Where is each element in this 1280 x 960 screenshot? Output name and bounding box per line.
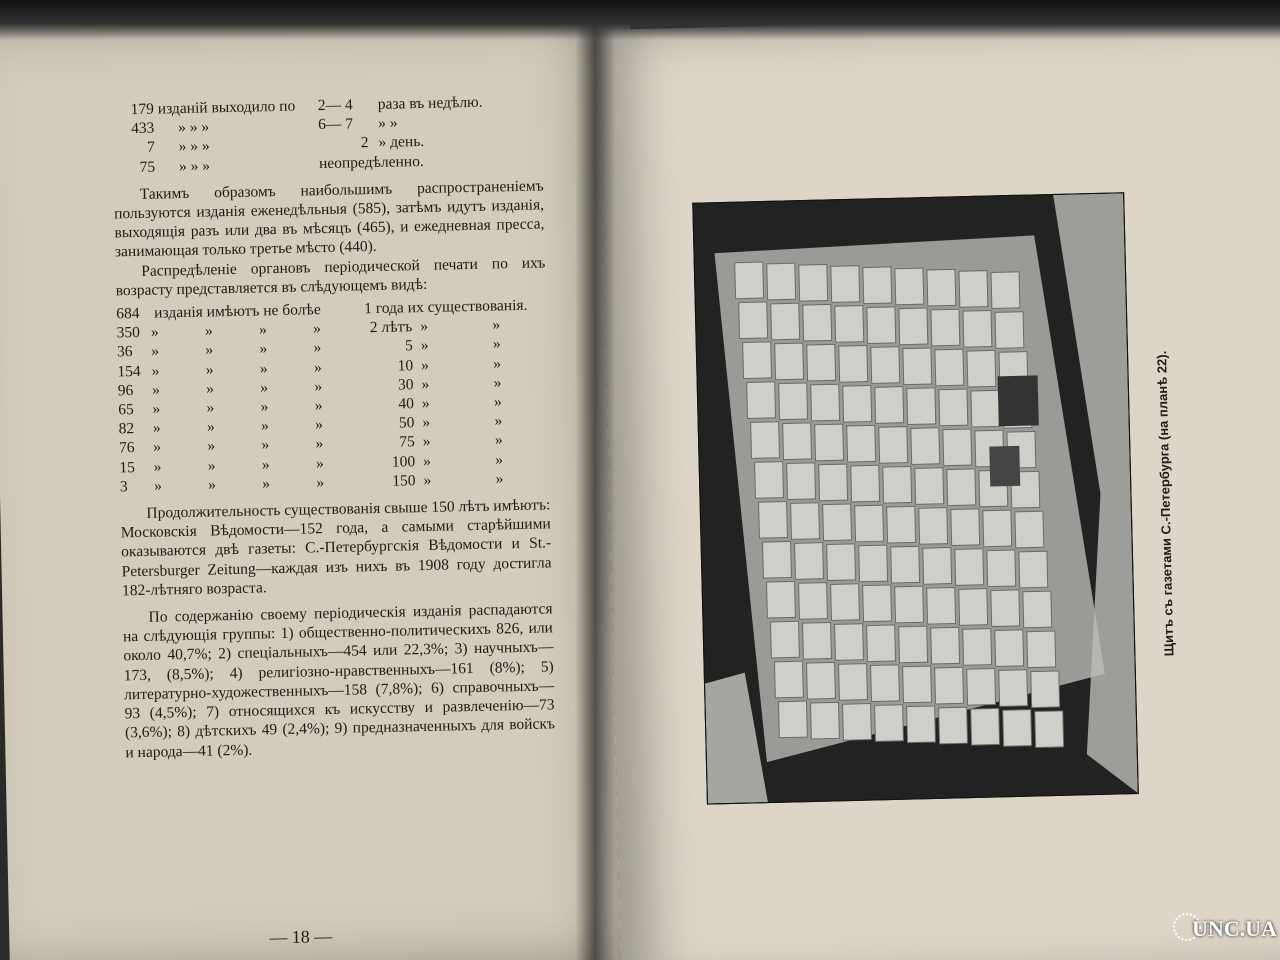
ditto-mark: » [152, 419, 161, 437]
newspaper-sheet [735, 262, 764, 299]
ditto-mark: » [494, 412, 503, 430]
ditto-mark: » [206, 380, 215, 398]
newspaper-sheet [903, 348, 932, 385]
newspaper-sheet [987, 550, 1016, 587]
newspaper-sheet [915, 468, 944, 505]
age-value: 5 [404, 337, 413, 355]
ditto-mark: » [151, 362, 160, 380]
newspaper-sheet [867, 307, 896, 344]
newspaper-sheet [811, 702, 840, 739]
newspaper-sheet [983, 510, 1012, 547]
newspaper-sheet [939, 707, 968, 744]
newspaper-sheet [787, 463, 816, 500]
newspaper-sheet [1015, 511, 1044, 548]
newspaper-sheet [871, 665, 900, 702]
ditto-mark: » [150, 323, 159, 341]
gutter-shadow [575, 0, 615, 960]
newspaper-sheet [919, 508, 948, 545]
newspaper-sheet [923, 548, 952, 585]
newspaper-sheet [835, 624, 864, 661]
frequency-table [112, 91, 544, 177]
ditto-mark: » [495, 470, 504, 488]
paragraph: По содержанію своему періодическія изданія распадаются на слѣдующія группы: 1) общественно-политическихъ 826, или около 40,7%; 2) спеціальныхъ—454 или 22,3%; 3) научныхъ—173, (8,5%); 4) религіозно-нравственныхъ—161 (8%); 5) литературно-художественныхъ—158 (7,8%); 6) справочныхъ—93 (4,5%); 7) относящихся къ искусству и развлеченію—73 (3,6%); 8) дѣтскихъ 49 (2,4%); 9) предназначенныхъ для войскъ и народа—41 (2%). [122, 600, 556, 761]
age-count: 350 [116, 324, 141, 342]
ditto-mark: » [315, 454, 324, 472]
freq-row: 7 » » » 2 » день. [146, 133, 425, 157]
ditto-mark: » [420, 356, 430, 374]
newspaper-sheet [891, 546, 920, 583]
ditto-mark: » [313, 358, 322, 376]
newspaper-sheet [991, 590, 1020, 627]
newspaper-sheet [763, 541, 792, 578]
ditto-mark: » [152, 400, 161, 418]
ditto-mark: » [153, 438, 162, 457]
newspaper-sheet [751, 422, 780, 459]
ditto-mark: » [153, 458, 162, 476]
ditto-mark: » [261, 436, 270, 454]
newspaper-sheet [863, 267, 892, 304]
ditto-mark: » [151, 342, 160, 361]
newspaper-sheet [783, 423, 812, 460]
newspaper-sheet [959, 589, 988, 626]
newspaper-sheet [1023, 591, 1052, 628]
newspaper-sheet [931, 309, 960, 346]
newspaper-sheet [995, 312, 1024, 349]
newspaper-sheet [835, 306, 864, 343]
newspaper-sheet [1031, 671, 1060, 708]
ditto-mark: » [260, 379, 269, 397]
newspaper-sheet [827, 544, 856, 581]
age-value: 30 [397, 376, 414, 394]
age-header-row: 684 изданія имѣютъ не болѣе 1 года их существованія. [116, 296, 528, 323]
newspaper-sheet [939, 389, 968, 426]
ditto-mark: » [260, 417, 270, 435]
ditto-mark: » [421, 394, 430, 413]
page-number: — 18 — [269, 926, 333, 948]
newspaper-sheet [847, 425, 876, 462]
newspaper-sheet [1003, 710, 1032, 747]
age-rows [116, 315, 550, 497]
newspaper-sheet [875, 705, 904, 742]
ditto-mark: » [261, 455, 270, 474]
newspaper-sheet [774, 661, 803, 698]
newspaper-sheet [927, 587, 956, 624]
newspaper-sheet [999, 670, 1028, 707]
newspaper-sheet [963, 310, 992, 347]
newspaper-sheet [879, 427, 908, 464]
newspaper-sheet [771, 303, 800, 340]
newspaper-sheet [831, 584, 860, 621]
ditto-mark: » [315, 416, 324, 434]
photo-illustration [693, 193, 1138, 803]
ditto-mark: » [206, 418, 215, 436]
left-page [0, 5, 650, 960]
newspaper-sheet [943, 429, 972, 466]
newspaper-sheet [1035, 711, 1064, 748]
ditto-mark: » [492, 335, 501, 353]
newspaper-sheet [747, 382, 776, 419]
newspaper-sheet [851, 465, 880, 502]
newspaper-sheet [903, 666, 932, 703]
newspaper-sheet [991, 272, 1020, 309]
newspaper-sheet [895, 268, 924, 305]
ditto-mark: » [494, 431, 503, 449]
newspaper-sheet [1019, 551, 1048, 588]
ditto-mark: » [258, 321, 268, 339]
newspaper-sheet [743, 342, 772, 379]
newspaper-sheet [739, 302, 768, 339]
ditto-mark: » [422, 414, 431, 432]
newspaper-sheet [831, 266, 860, 303]
newspaper-sheet [807, 662, 836, 699]
ditto-mark: » [151, 381, 161, 399]
ditto-mark: » [259, 359, 268, 378]
newspaper-sheet [815, 424, 844, 461]
newspaper-sheet [955, 549, 984, 586]
ditto-mark: » [313, 320, 322, 338]
ditto-mark: » [422, 452, 432, 470]
newspaper-sheet [767, 263, 796, 300]
age-table [116, 295, 550, 496]
newspaper-sheet [775, 343, 804, 380]
ditto-mark: » [259, 340, 268, 358]
age-value: 100 [391, 452, 416, 471]
newspaper-sheet [843, 385, 872, 422]
ditto-mark: » [315, 435, 324, 453]
newspaper-sheet [967, 668, 996, 705]
newspaper-sheet [767, 581, 796, 618]
newspaper-sheet [839, 664, 868, 701]
ditto-mark: » [207, 457, 216, 475]
newspaper-sheet [803, 304, 832, 341]
newspaper-sheet [778, 701, 807, 738]
newspaper-sheet [959, 271, 988, 308]
newspaper-sheet [799, 264, 828, 301]
ditto-mark: » [205, 341, 214, 359]
newspaper-sheet [1027, 631, 1056, 668]
newspaper-sheet [963, 629, 992, 666]
age-count: 15 [119, 458, 136, 477]
newspaper-sheet [899, 308, 928, 345]
ditto-mark: » [493, 374, 502, 392]
ditto-mark: » [204, 322, 213, 340]
newspaper-sheet [895, 586, 924, 623]
ditto-mark: » [153, 477, 163, 495]
newspaper-sheet [755, 462, 784, 499]
newspaper-sheet [779, 383, 808, 420]
newspaper-sheet [883, 466, 912, 503]
newspaper-sheet [871, 347, 900, 384]
age-count: 3 [119, 478, 128, 496]
age-count: 82 [118, 420, 135, 438]
newspaper-sheet [863, 585, 892, 622]
newspaper-sheet [971, 708, 1000, 745]
newspaper-sheet [839, 346, 868, 383]
freq-row: 179 изданій выходило по 2— 4 раза въ недѣлю. [130, 93, 483, 119]
paragraph: Такимъ образомъ наибольшимъ распространеніемъ пользуются изданія еженедѣльныя (585), затѣмъ идутъ изданія, выходящія разъ или два въ мѣсяцъ (465), и ежедневная пресса, занимающая только третье мѣсто (440). [113, 177, 545, 261]
right-page [598, 13, 1280, 960]
newspaper-sheet [867, 625, 896, 662]
newspaper-sheet [807, 344, 836, 381]
age-value: 75 [399, 433, 415, 451]
ditto-mark: » [313, 339, 322, 357]
age-value: 50 [398, 414, 415, 432]
newspaper-sheet [811, 384, 840, 421]
ditto-mark: » [492, 316, 501, 334]
age-count: 154 [117, 362, 141, 381]
newspaper-sheet [887, 506, 916, 543]
age-count: 36 [116, 343, 133, 361]
watermark-text: UNC.UA [1192, 916, 1277, 941]
ditto-mark: » [314, 377, 323, 396]
ditto-mark: » [205, 361, 214, 379]
ditto-mark: » [262, 475, 271, 493]
newspaper-sheet [875, 387, 904, 424]
newspaper-sheet [771, 621, 800, 658]
age-value: 2 лѣтъ [369, 318, 413, 337]
ditto-mark: » [206, 399, 215, 417]
ditto-mark: » [316, 473, 325, 492]
paragraph: Распредѣленіе органовъ періодической печати по ихъ возрасту представляется въ слѣдующемъ видѣ: [115, 254, 546, 300]
freq-row: 433 » » » 6— 7 » » [130, 114, 398, 138]
newspaper-sheet [819, 464, 848, 501]
paragraph: Продолжительность существованія свыше 150 лѣтъ имѣютъ: Московскія Вѣдомости—152 года, а самыми старѣйшими оказываются двѣ газеты: С.-Петербургскія Вѣдомости и St.-Petersburger Zeitung—каждая изъ нихъ въ 1908 году достигла 182-лѣтняго возраста. [120, 496, 552, 600]
top-shadow [0, 0, 1280, 40]
ditto-mark: » [207, 437, 216, 455]
newspaper-sheet [907, 388, 936, 425]
ditto-mark: » [495, 451, 504, 469]
newspaper-sheet [971, 390, 1000, 427]
newspaper-sheet [907, 706, 936, 743]
newspaper-sheet [799, 583, 828, 620]
newspaper-sheet [947, 469, 976, 506]
age-value: 150 [392, 472, 416, 490]
newspaper-sheet [791, 503, 820, 540]
newspaper-sheet [931, 627, 960, 664]
ditto-mark: » [421, 375, 430, 393]
newspaper-sheet [899, 626, 928, 663]
newspaper-sheet [935, 667, 964, 704]
newspaper-sheet [927, 269, 956, 306]
newspaper-sheet [759, 502, 788, 539]
ditto-mark: » [422, 433, 431, 451]
age-count: 96 [117, 381, 134, 400]
age-count: 65 [118, 401, 134, 419]
newspaper-sheet [967, 350, 996, 387]
newspaper-board-photo [692, 192, 1139, 804]
age-value: 10 [397, 356, 414, 375]
age-value: 40 [398, 395, 415, 413]
left-page-text [112, 91, 556, 762]
newspaper-sheet [795, 543, 824, 580]
newspaper-sheet [995, 630, 1024, 667]
ditto-mark: » [260, 398, 269, 416]
newspaper-sheet [823, 504, 852, 541]
freq-row: 75 » » » неопредѣленно. [139, 152, 424, 176]
ditto-mark: » [420, 318, 429, 336]
ditto-mark: » [208, 476, 217, 494]
newspaper-sheet [843, 704, 872, 741]
ditto-mark: » [314, 397, 323, 415]
newspaper-sheet [803, 622, 832, 659]
age-count: 76 [118, 439, 135, 457]
newspaper-sheet [951, 509, 980, 546]
ditto-mark: » [423, 471, 432, 489]
photo-caption: Щитъ съ газетами С.-Петербурга (на планѣ 22). [1154, 350, 1177, 657]
ditto-mark: » [420, 337, 429, 355]
ditto-mark: » [493, 355, 502, 373]
newspaper-sheet [911, 428, 940, 465]
ditto-mark: » [493, 393, 503, 411]
newspaper-sheet [855, 505, 884, 542]
newspaper-sheet [859, 545, 888, 582]
newspaper-sheet [935, 349, 964, 386]
watermark [1170, 908, 1277, 948]
